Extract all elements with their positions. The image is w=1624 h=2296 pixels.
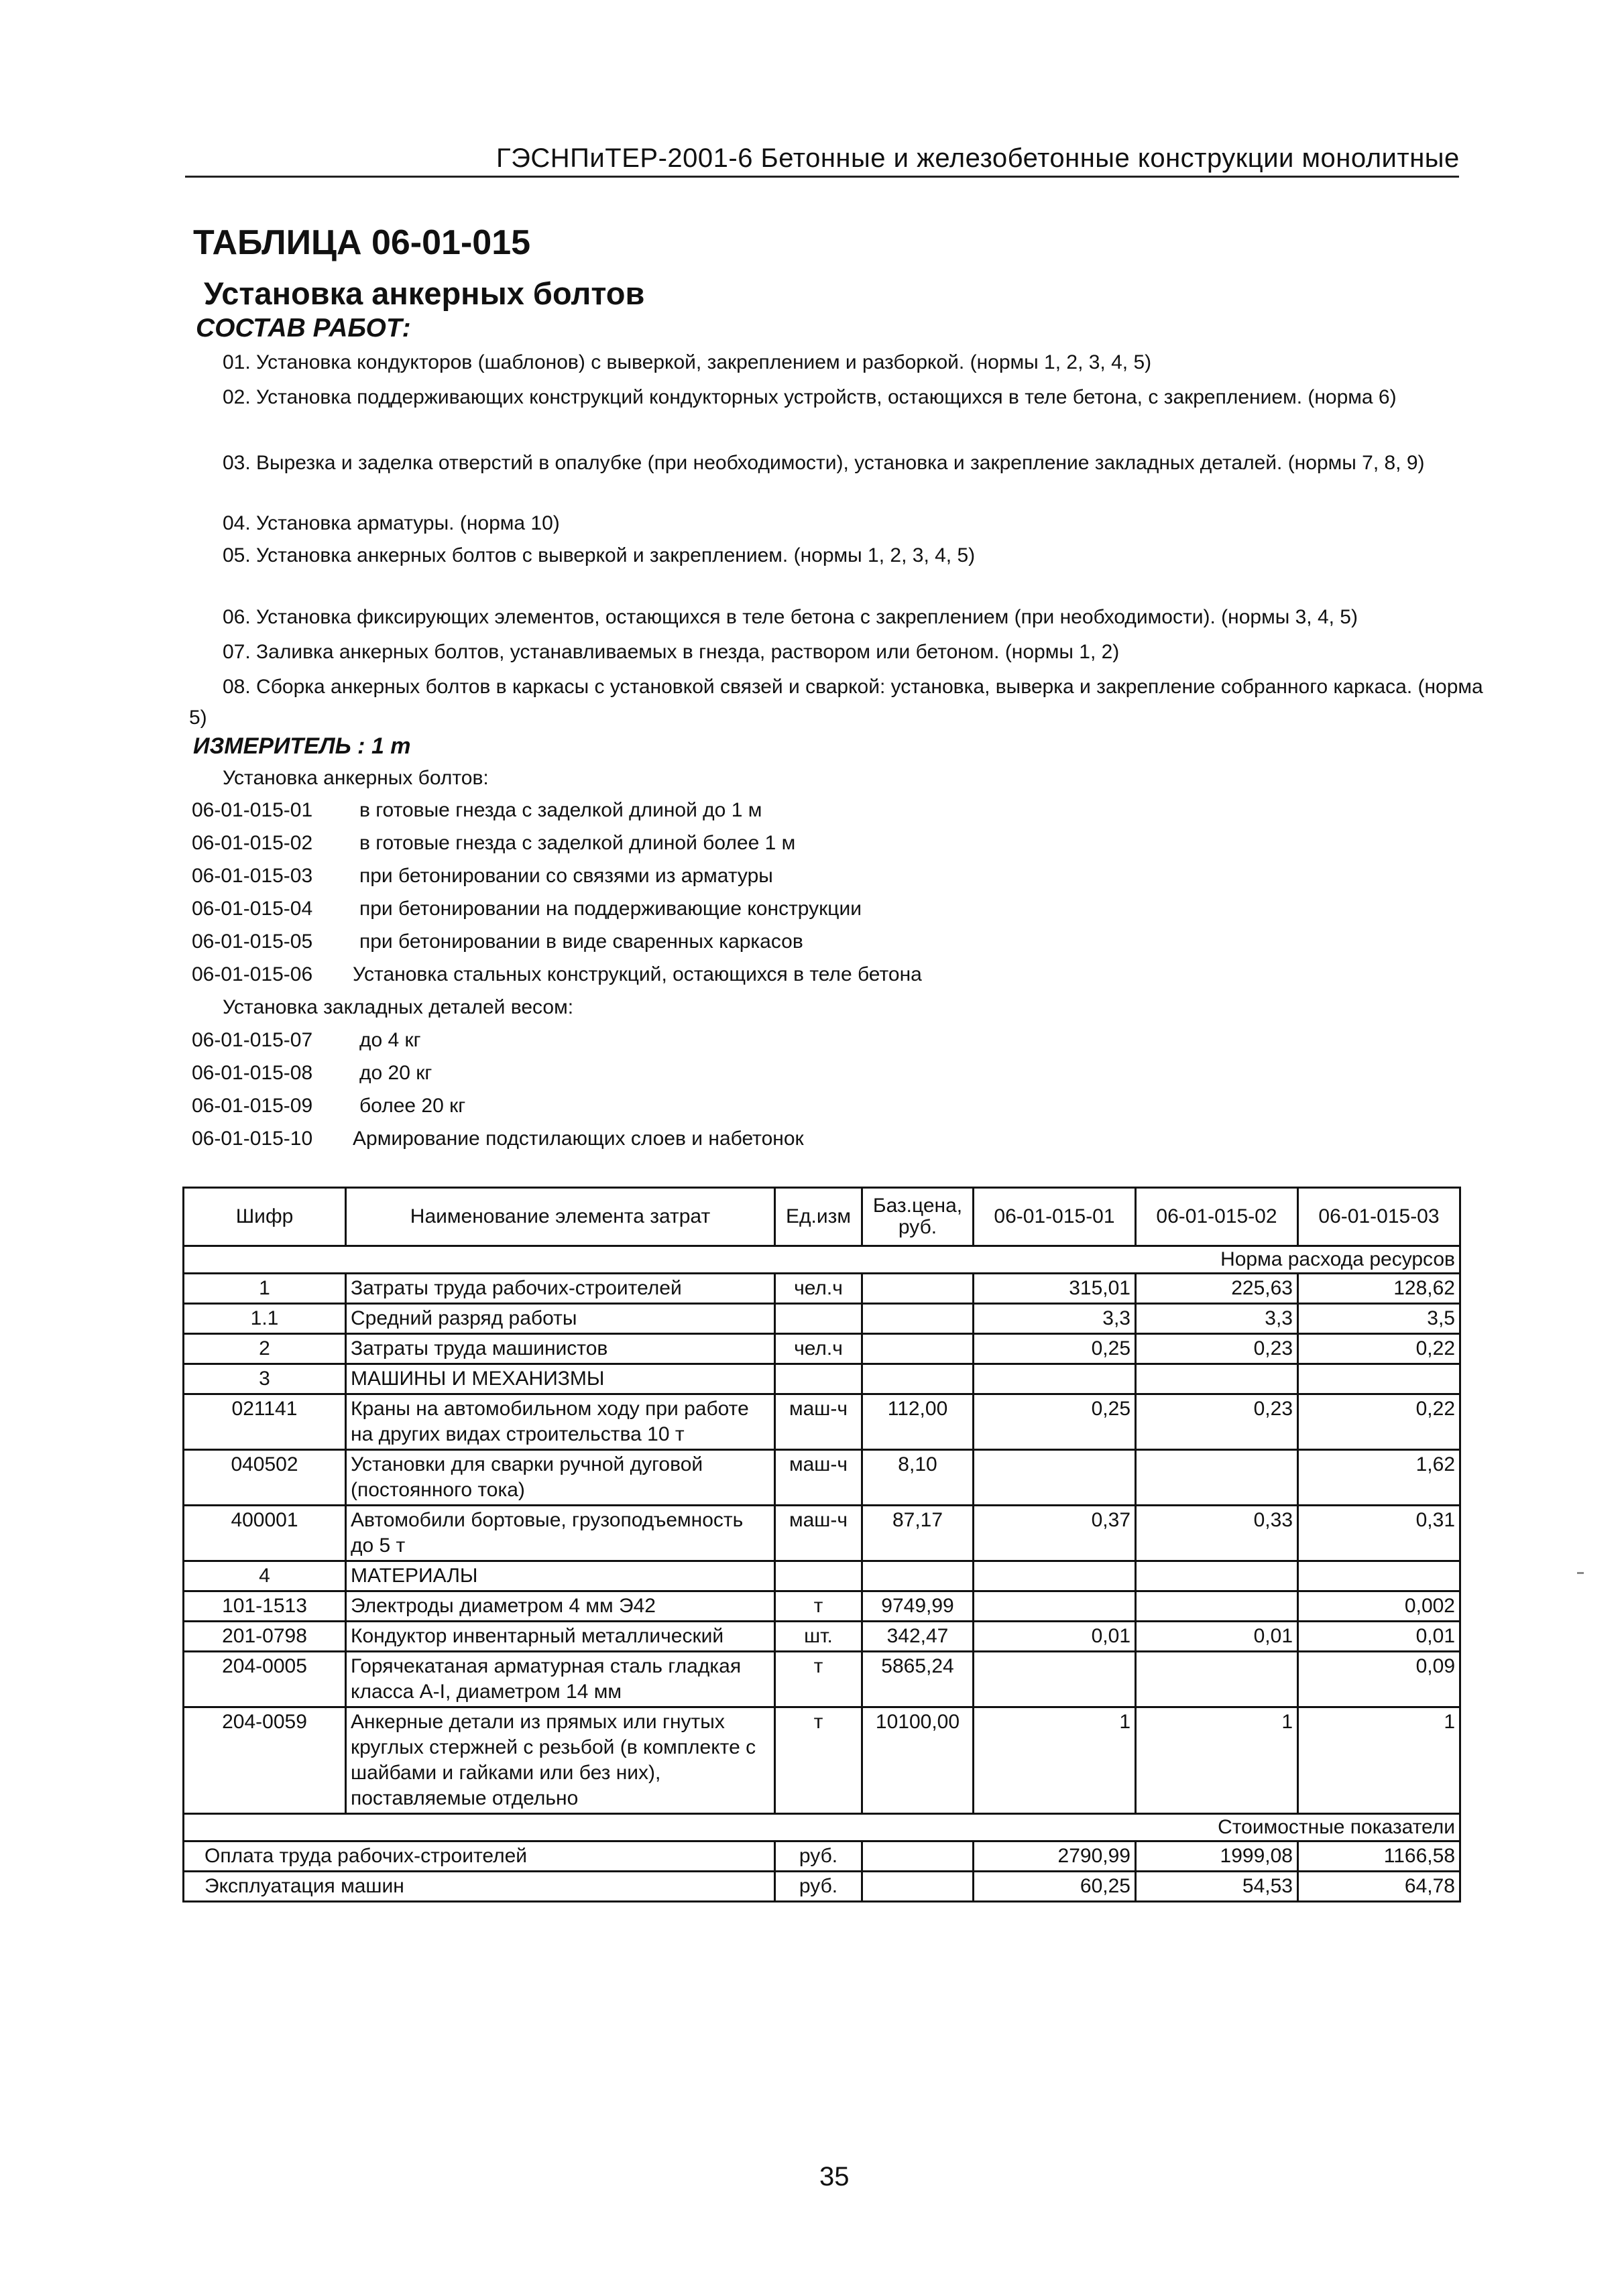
scan-mark <box>1577 1572 1584 1574</box>
cell-price: 9749,99 <box>862 1591 974 1622</box>
cell-price <box>862 1304 974 1334</box>
cell-code: 3 <box>184 1364 346 1394</box>
work-item: 03. Вырезка и заделка отверстий в опалубке (при необходимости), установка и закрепление закладных деталей. (нормы 7, 8, 9) <box>223 452 1425 474</box>
cell-code: 400001 <box>184 1506 346 1561</box>
work-item: 06. Установка фиксирующих элементов, остающихся в теле бетона с закреплением (при необходимости). (нормы 3, 4, 5) <box>223 606 1358 628</box>
column-header: Шифр <box>184 1188 346 1246</box>
cell-price <box>862 1561 974 1591</box>
cell-unit <box>775 1561 862 1591</box>
table-row <box>184 1707 1460 1814</box>
cell-value: 0,01 <box>1298 1622 1460 1652</box>
cell-price: 87,17 <box>862 1506 974 1561</box>
cell-section-name: МАШИНЫ И МЕХАНИЗМЫ <box>346 1364 775 1394</box>
cell-cost-name: Эксплуатация машин <box>184 1872 775 1902</box>
norm-code: 06-01-015-01 <box>192 799 313 821</box>
table-id-title: ТАБЛИЦА 06-01-015 <box>193 223 531 262</box>
cell-name: Установки для сварки ручной дуговой (постоянного тока) <box>346 1450 775 1506</box>
norm-group-label: Установка анкерных болтов: <box>223 767 489 789</box>
header-rule <box>185 176 1459 178</box>
cell-unit: маш-ч <box>775 1506 862 1561</box>
cell-value <box>1136 1652 1298 1707</box>
norm-description: Армирование подстилающих слоев и набетонок <box>353 1128 804 1150</box>
cell-value: 315,01 <box>974 1274 1136 1304</box>
norm-description: при бетонировании на поддерживающие конструкции <box>359 898 862 920</box>
cell-price <box>862 1841 974 1872</box>
cell-price: 8,10 <box>862 1450 974 1506</box>
cost-row <box>184 1872 1460 1902</box>
cell-value: 64,78 <box>1298 1872 1460 1902</box>
work-item: 02. Установка поддерживающих конструкций кондукторных устройств, остающихся в теле бетона, с закреплением. (норма 6) <box>223 386 1397 408</box>
norm-description: до 20 кг <box>359 1062 432 1084</box>
column-header: 06-01-015-02 <box>1136 1188 1298 1246</box>
table-row <box>184 1394 1460 1450</box>
section-bar <box>184 1246 1460 1274</box>
cell-value <box>1136 1450 1298 1506</box>
norm-description: при бетонировании в виде сваренных каркасов <box>359 930 803 953</box>
cell-price <box>862 1872 974 1902</box>
column-header: Ед.изм <box>775 1188 862 1246</box>
norm-description: Установка стальных конструкций, остающихся в теле бетона <box>353 963 922 985</box>
table-row <box>184 1334 1460 1364</box>
cell-unit: шт. <box>775 1622 862 1652</box>
cell-unit: т <box>775 1591 862 1622</box>
cell-value <box>1136 1561 1298 1591</box>
column-header: 06-01-015-01 <box>974 1188 1136 1246</box>
resource-table <box>182 1187 1461 1902</box>
cell-value: 0,23 <box>1136 1394 1298 1450</box>
cell-value <box>1136 1364 1298 1394</box>
cell-code: 204-0059 <box>184 1707 346 1814</box>
cell-value: 60,25 <box>974 1872 1136 1902</box>
cell-value: 0,37 <box>974 1506 1136 1561</box>
cell-price <box>862 1274 974 1304</box>
cell-name: Автомобили бортовые, грузоподъемность до 5 т <box>346 1506 775 1561</box>
cell-name: Кондуктор инвентарный металлический <box>346 1622 775 1652</box>
cell-value: 3,3 <box>974 1304 1136 1334</box>
cell-value <box>1136 1591 1298 1622</box>
column-header: Баз.цена, руб. <box>862 1188 974 1246</box>
column-header: 06-01-015-03 <box>1298 1188 1460 1246</box>
cell-value: 1,62 <box>1298 1450 1460 1506</box>
norm-code: 06-01-015-08 <box>192 1062 313 1084</box>
cell-value <box>974 1652 1136 1707</box>
table-row <box>184 1450 1460 1506</box>
cell-price: 112,00 <box>862 1394 974 1450</box>
table-row <box>184 1652 1460 1707</box>
table-row <box>184 1304 1460 1334</box>
cell-code: 040502 <box>184 1450 346 1506</box>
cell-value: 1 <box>1298 1707 1460 1814</box>
cell-code: 4 <box>184 1561 346 1591</box>
cell-value: 0,22 <box>1298 1394 1460 1450</box>
work-item: 01. Установка кондукторов (шаблонов) с выверкой, закреплением и разборкой. (нормы 1, 2, 3, 4, 5) <box>223 351 1152 373</box>
cell-value: 0,23 <box>1136 1334 1298 1364</box>
norm-description: при бетонировании со связями из арматуры <box>359 865 773 887</box>
cell-value: 0,33 <box>1136 1506 1298 1561</box>
cell-code: 1 <box>184 1274 346 1304</box>
work-item: 07. Заливка анкерных болтов, устанавливаемых в гнезда, раствором или бетоном. (нормы 1, 2) <box>223 641 1120 663</box>
cell-cost-name: Оплата труда рабочих-строителей <box>184 1841 775 1872</box>
cell-value: 0,09 <box>1298 1652 1460 1707</box>
cell-price: 342,47 <box>862 1622 974 1652</box>
cell-value <box>1298 1561 1460 1591</box>
table-row <box>184 1364 1460 1394</box>
table-row <box>184 1561 1460 1591</box>
cell-section-name: МАТЕРИАЛЫ <box>346 1561 775 1591</box>
cell-unit: маш-ч <box>775 1394 862 1450</box>
cell-value: 3,3 <box>1136 1304 1298 1334</box>
work-item: 05. Установка анкерных болтов с выверкой и закреплением. (нормы 1, 2, 3, 4, 5) <box>223 544 976 566</box>
cell-value: 0,22 <box>1298 1334 1460 1364</box>
norm-description: более 20 кг <box>359 1095 466 1117</box>
cell-name: Анкерные детали из прямых или гнутых круглых стержней с резьбой (в комплекте с шайбами и гайками или без них), поставляемые отдельно <box>346 1707 775 1814</box>
cell-value: 2790,99 <box>974 1841 1136 1872</box>
cell-price: 5865,24 <box>862 1652 974 1707</box>
cell-name: Затраты труда машинистов <box>346 1334 775 1364</box>
norm-group-label: Установка закладных деталей весом: <box>223 996 574 1018</box>
cell-value: 0,31 <box>1298 1506 1460 1561</box>
cell-name: Затраты труда рабочих-строителей <box>346 1274 775 1304</box>
cell-value: 128,62 <box>1298 1274 1460 1304</box>
cell-value: 0,002 <box>1298 1591 1460 1622</box>
norm-code: 06-01-015-09 <box>192 1095 313 1117</box>
table-row <box>184 1506 1460 1561</box>
table-row <box>184 1274 1460 1304</box>
cell-value: 54,53 <box>1136 1872 1298 1902</box>
norm-description: в готовые гнезда с заделкой длиной более 1 м <box>359 832 796 854</box>
norm-code: 06-01-015-03 <box>192 865 313 887</box>
table-header-row <box>184 1188 1460 1246</box>
column-header: Наименование элемента затрат <box>346 1188 775 1246</box>
norm-bar-label: Норма расхода ресурсов <box>184 1246 1460 1274</box>
measure-unit: ИЗМЕРИТЕЛЬ : 1 т <box>193 733 411 759</box>
cell-value: 0,01 <box>1136 1622 1298 1652</box>
cell-unit: руб. <box>775 1872 862 1902</box>
cell-value <box>974 1450 1136 1506</box>
norm-description: в готовые гнезда с заделкой длиной до 1 м <box>359 799 762 821</box>
cell-unit <box>775 1304 862 1334</box>
cell-price <box>862 1364 974 1394</box>
cell-unit: руб. <box>775 1841 862 1872</box>
norm-code: 06-01-015-02 <box>192 832 313 854</box>
norm-code: 06-01-015-04 <box>192 898 313 920</box>
cell-code: 201-0798 <box>184 1622 346 1652</box>
cell-value: 3,5 <box>1298 1304 1460 1334</box>
cell-name: Горячекатаная арматурная сталь гладкая класса А-I, диаметром 14 мм <box>346 1652 775 1707</box>
norm-description: до 4 кг <box>359 1029 421 1051</box>
cost-row <box>184 1841 1460 1872</box>
cell-value: 1 <box>974 1707 1136 1814</box>
cell-code: 021141 <box>184 1394 346 1450</box>
norm-code: 06-01-015-07 <box>192 1029 313 1051</box>
page-number: 35 <box>819 2162 850 2191</box>
cell-code: 1.1 <box>184 1304 346 1334</box>
cell-value: 1999,08 <box>1136 1841 1298 1872</box>
cell-unit: маш-ч <box>775 1450 862 1506</box>
cell-code: 101-1513 <box>184 1591 346 1622</box>
cell-price: 10100,00 <box>862 1707 974 1814</box>
cell-unit: чел.ч <box>775 1274 862 1304</box>
cell-code: 2 <box>184 1334 346 1364</box>
norm-code: 06-01-015-10 <box>192 1128 313 1150</box>
cell-unit <box>775 1364 862 1394</box>
norm-code: 06-01-015-05 <box>192 930 313 953</box>
cell-value: 1166,58 <box>1298 1841 1460 1872</box>
norm-code: 06-01-015-06 <box>192 963 313 985</box>
cell-value: 225,63 <box>1136 1274 1298 1304</box>
cell-value <box>974 1561 1136 1591</box>
table-row <box>184 1622 1460 1652</box>
table-row <box>184 1591 1460 1622</box>
cell-name: Электроды диаметром 4 мм Э42 <box>346 1591 775 1622</box>
work-item: 04. Установка арматуры. (норма 10) <box>223 512 560 534</box>
cell-value: 0,25 <box>974 1394 1136 1450</box>
cell-value <box>1298 1364 1460 1394</box>
cell-price <box>862 1334 974 1364</box>
cell-value: 0,25 <box>974 1334 1136 1364</box>
cell-value <box>974 1364 1136 1394</box>
cell-value: 0,01 <box>974 1622 1136 1652</box>
cell-unit: чел.ч <box>775 1334 862 1364</box>
cell-value: 1 <box>1136 1707 1298 1814</box>
cell-name: Краны на автомобильном ходу при работе на других видах строительства 10 т <box>346 1394 775 1450</box>
cell-unit: т <box>775 1652 862 1707</box>
table-subtitle: Установка анкерных болтов <box>204 276 645 311</box>
cell-code: 204-0005 <box>184 1652 346 1707</box>
work-item: 08. Сборка анкерных болтов в каркасы с установкой связей и сваркой: установка, выверка и закрепление собранного каркаса. (норма 5) <box>189 676 1483 729</box>
cost-bar-label: Стоимостные показатели <box>184 1814 1460 1841</box>
cell-name: Средний разряд работы <box>346 1304 775 1334</box>
cell-unit: т <box>775 1707 862 1814</box>
section-bar <box>184 1814 1460 1841</box>
running-header: ГЭСНПиТЕР-2001-6 Бетонные и железобетонные конструкции монолитные <box>496 143 1460 173</box>
work-composition-heading: СОСТАВ РАБОТ: <box>196 314 411 343</box>
cell-value <box>974 1591 1136 1622</box>
